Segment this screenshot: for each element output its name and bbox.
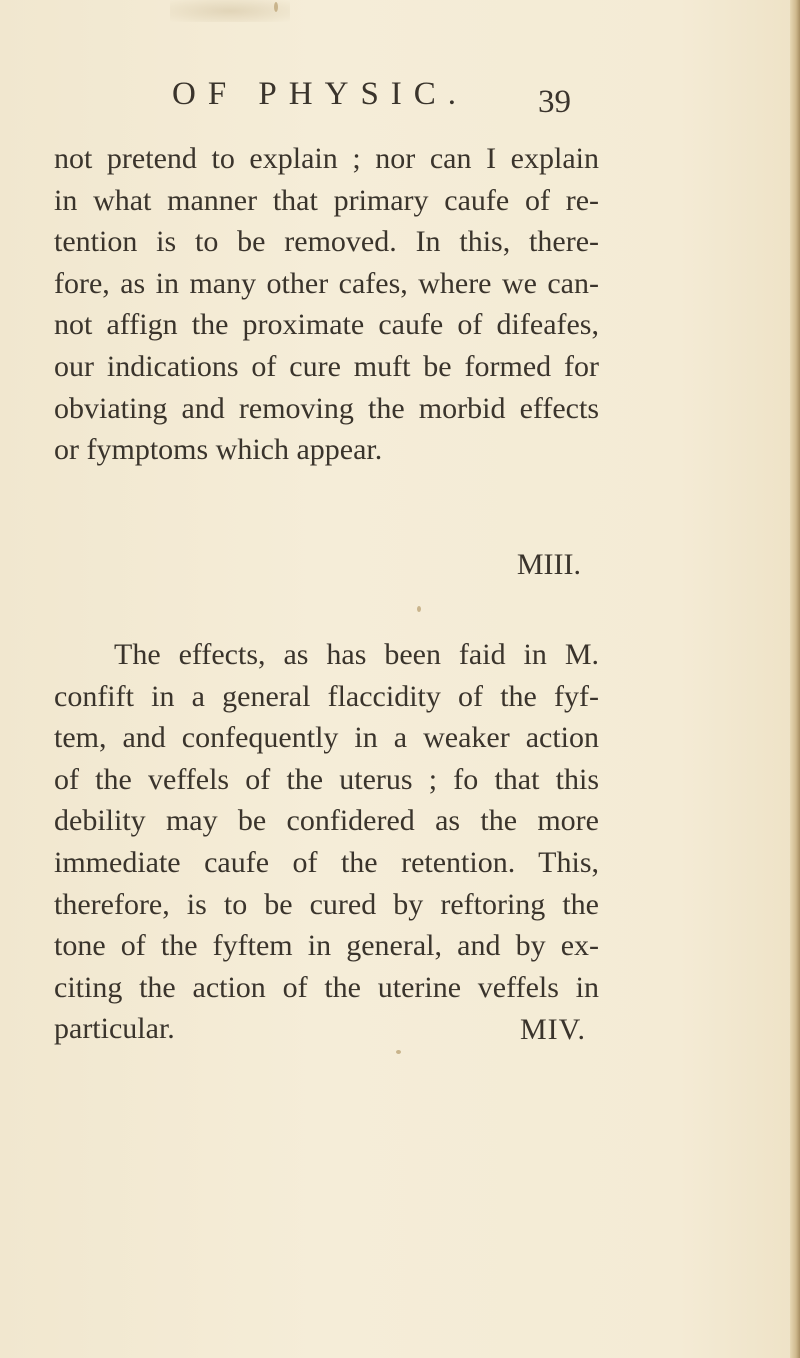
page-header (172, 76, 602, 120)
ink-speck (274, 2, 278, 12)
text-line: tention is to be removed. In this, there- (54, 225, 599, 259)
text-line: tem, and confequently in a weaker action (54, 721, 599, 755)
text-line: particular. (54, 1012, 175, 1046)
text-line: tone of the fyftem in general, and by ex- (54, 929, 599, 963)
page-edge (790, 0, 800, 1358)
text-line: therefore, is to be cured by reftoring the (54, 887, 599, 921)
text-line: obviating and removing the morbid effects (54, 391, 599, 425)
text-line: of the veffels of the uterus ; fo that this (54, 762, 599, 796)
text-line: not affign the proximate caufe of difeafes, (54, 308, 599, 342)
text-line: The effects, as has been faid in M. (114, 638, 599, 671)
catchword: MIV. (520, 1013, 586, 1046)
text-line: immediate caufe of the retention. This, (54, 845, 599, 879)
section-heading: MIII. (516, 548, 581, 581)
text-line: or fymptoms which appear. (54, 433, 383, 467)
paragraph-2 (54, 634, 599, 1050)
page-stain (170, 0, 290, 22)
paragraph-1 (54, 138, 599, 471)
text-line: confift in a general flaccidity of the fyf- (54, 679, 599, 713)
text-line: fore, as in many other cafes, where we can- (54, 266, 599, 300)
ink-speck (417, 606, 421, 612)
text-line: our indications of cure muft be formed for (54, 349, 599, 383)
running-head: OF PHYSIC. (172, 76, 469, 112)
text-line: not pretend to explain ; nor can I explain (54, 142, 599, 175)
text-line: citing the action of the uterine veffels in (54, 970, 599, 1004)
ink-speck (396, 1050, 401, 1054)
text-line: debility may be confidered as the more (54, 804, 599, 838)
page-number: 39 (538, 84, 571, 120)
text-line: in what manner that primary caufe of re- (54, 183, 599, 217)
